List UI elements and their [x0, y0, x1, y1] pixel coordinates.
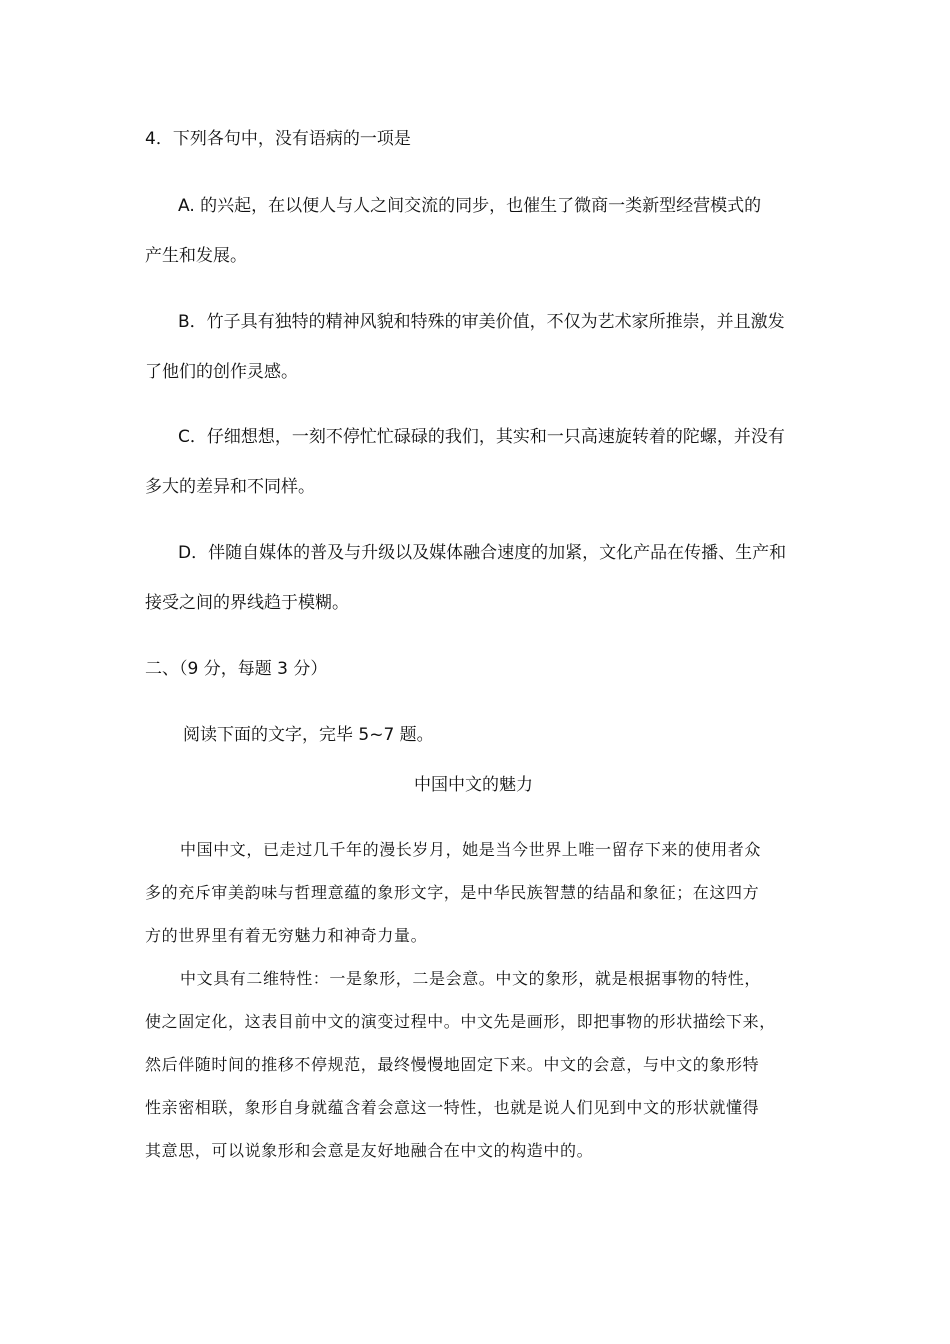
passage-line: 使之固定化，这表目前中文的演变过程中。中文先是画形，即把事物的形状描绘下来， — [145, 1012, 776, 1031]
section-2-heading: 二、（9 分，每题 3 分） — [145, 659, 328, 679]
option-c-line-2: 多大的差异和不同样。 — [145, 477, 315, 497]
passage-line: 方的世界里有着无穷魅力和神奇力量。 — [145, 926, 428, 945]
passage-line: 其意思，可以说象形和会意是友好地融合在中文的构造中的。 — [145, 1141, 594, 1160]
passage-line: 中国中文，已走过几千年的漫长岁月，她是当今世界上唯一留存下来的使用者众 — [180, 840, 762, 859]
question-4-stem: 4．下列各句中，没有语病的一项是 — [145, 129, 411, 149]
option-b-line-2: 了他们的创作灵感。 — [145, 362, 298, 382]
option-a-line-2: 产生和发展。 — [145, 246, 247, 266]
passage-line: 中文具有二维特性：一是象形，二是会意。中文的象形，就是根据事物的特性， — [180, 969, 762, 988]
option-a-line-1: A. 的兴起，在以便人与人之间交流的同步，也催生了微商一类新型经营模式的 — [178, 196, 762, 216]
passage-line: 多的充斥审美韵味与哲理意蕴的象形文字，是中华民族智慧的结晶和象征；在这四方 — [145, 883, 760, 902]
option-c-line-1: C．仔细想想，一刻不停忙忙碌碌的我们，其实和一只高速旋转着的陀螺，并没有 — [178, 427, 785, 447]
passage-title: 中国中文的魅力 — [414, 775, 533, 795]
option-d-line-2: 接受之间的界线趋于模糊。 — [145, 593, 349, 613]
passage-line: 然后伴随时间的推移不停规范，最终慢慢地固定下来。中文的会意，与中文的象形特 — [145, 1055, 760, 1074]
option-b-line-1: B．竹子具有独特的精神风貌和特殊的审美价值，不仅为艺术家所推崇，并且激发 — [178, 312, 785, 332]
passage-line: 性亲密相联，象形自身就蕴含着会意这一特性，也就是说人们见到中文的形状就懂得 — [145, 1098, 760, 1117]
option-d-line-1: D．伴随自媒体的普及与升级以及媒体融合速度的加紧，文化产品在传播、生产和 — [178, 543, 787, 563]
reading-instruction: 阅读下面的文字，完毕 5~7 题。 — [183, 725, 434, 745]
